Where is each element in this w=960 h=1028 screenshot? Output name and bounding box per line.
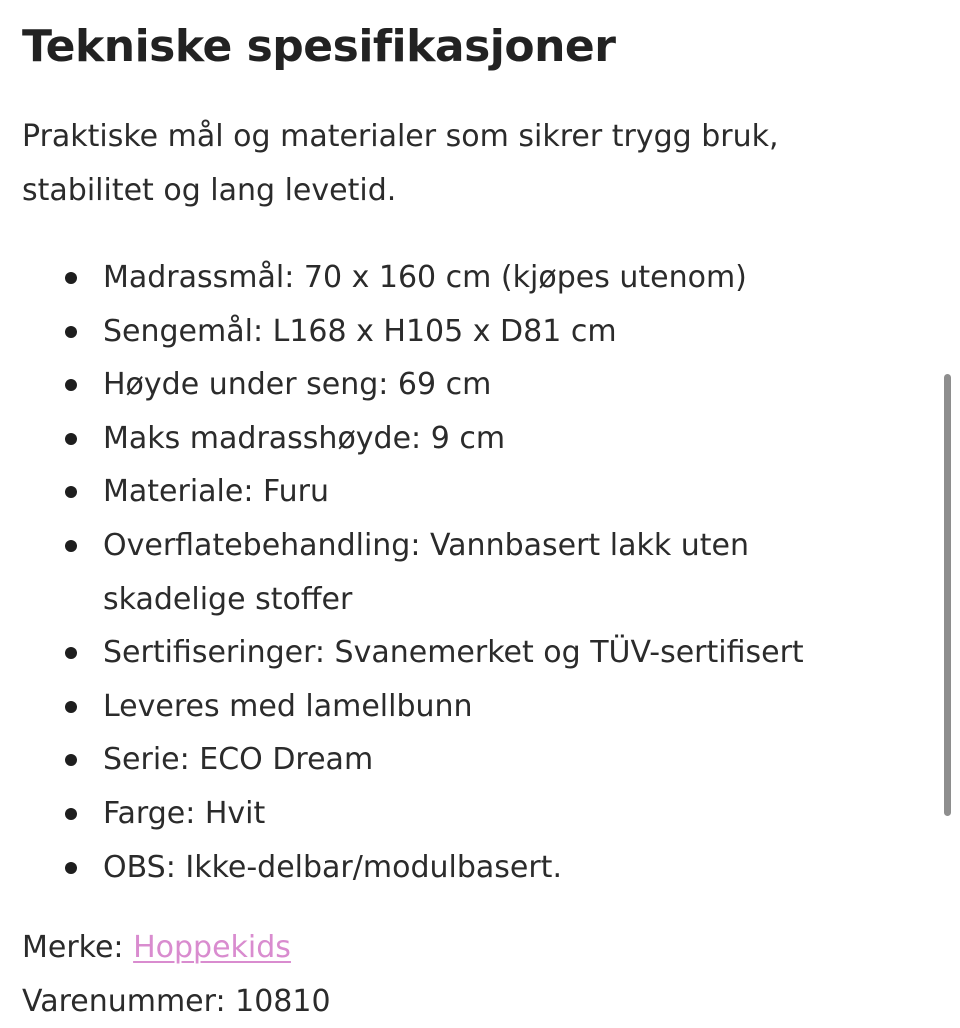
bullet-icon xyxy=(65,647,77,659)
spec-text: Høyde under seng: 69 cm xyxy=(103,367,492,403)
spec-list xyxy=(22,251,922,894)
bullet-icon xyxy=(65,486,77,498)
spec-item xyxy=(22,305,922,359)
spec-item xyxy=(22,841,922,895)
spec-text: Sertifiseringer: Svanemerket og TÜV-sertifisert xyxy=(103,635,804,671)
brand-row xyxy=(22,921,291,975)
spec-text: Madrassmål: 70 x 160 cm (kjøpes utenom) xyxy=(103,260,747,295)
bullet-icon xyxy=(65,701,77,713)
spec-item xyxy=(22,626,922,680)
bullet-icon xyxy=(65,808,77,820)
spec-item xyxy=(22,680,922,734)
spec-text: OBS: Ikke-delbar/modulbasert. xyxy=(103,849,562,885)
spec-text: Sengemål: L168 x H105 x D81 cm xyxy=(103,313,617,349)
bullet-icon xyxy=(65,272,77,284)
sku-row xyxy=(22,975,331,1028)
brand-label: Merke: xyxy=(22,930,124,965)
bullet-icon xyxy=(65,862,77,874)
spec-item xyxy=(22,358,922,412)
section-title: Tekniske spesifikasjoner xyxy=(22,21,616,72)
brand-link[interactable]: Hoppekids xyxy=(133,930,291,965)
spec-item xyxy=(22,465,922,519)
spec-text: Farge: Hvit xyxy=(103,795,266,831)
spec-text: Leveres med lamellbunn xyxy=(103,688,473,724)
spec-item xyxy=(22,733,922,787)
spec-item xyxy=(22,412,922,466)
spec-item xyxy=(22,519,922,626)
sku-value: 10810 xyxy=(235,984,331,1019)
sku-label: Varenummer: xyxy=(22,984,226,1019)
spec-item xyxy=(22,787,922,841)
spec-text: Materiale: Furu xyxy=(103,474,329,510)
spec-text-continuation: skadelige stoffer xyxy=(103,581,353,617)
bullet-icon xyxy=(65,433,77,445)
intro-line: stabilitet og lang levetid. xyxy=(22,173,397,208)
spec-text: Serie: ECO Dream xyxy=(103,742,374,778)
spec-text: Maks madrasshøyde: 9 cm xyxy=(103,420,506,456)
bullet-icon xyxy=(65,540,77,552)
spec-item xyxy=(22,251,922,305)
bullet-icon xyxy=(65,326,77,338)
scrollbar-thumb[interactable] xyxy=(944,374,951,816)
bullet-icon xyxy=(65,379,77,391)
bullet-icon xyxy=(65,754,77,766)
spec-text: Overflatebehandling: Vannbasert lakk uten xyxy=(103,527,749,563)
intro-line: Praktiske mål og materialer som sikrer trygg bruk, xyxy=(22,119,779,154)
section-intro xyxy=(22,110,862,218)
